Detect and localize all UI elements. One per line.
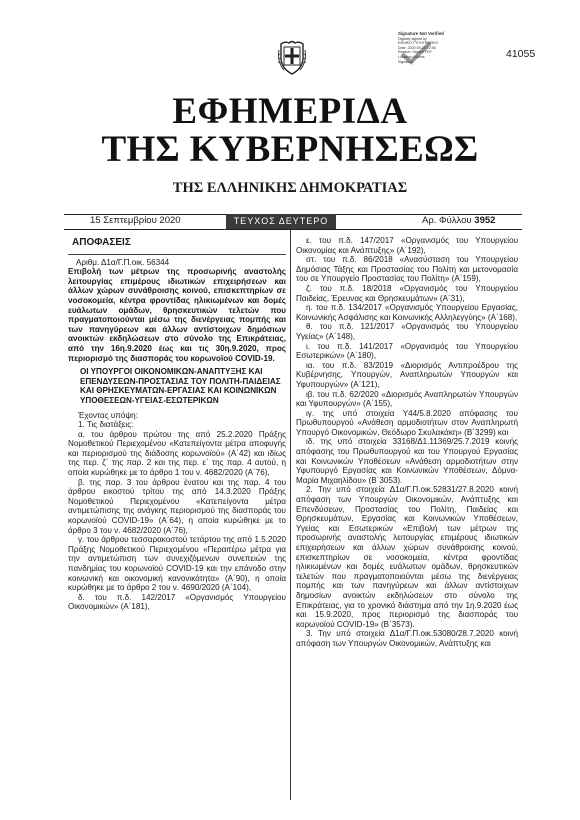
paragraph: ιγ. της υπό στοιχεία Υ44/5.8.2020 απόφασης του Πρωθυπουργού «Ανάθεση αρμοδιοτήτων στον Αναπληρωτή Υπουργό Οικονομικών, Θεόδωρο Σκυλακάκη» (Β΄3299) και (296, 408, 518, 437)
issue-badge: ΤΕΥΧΟΣ ΔΕΥΤΕΡΟ (226, 214, 336, 229)
right-column (296, 236, 518, 649)
column-divider (290, 230, 291, 800)
issue-date: 15 Σεπτεμβρίου 2020 (90, 215, 181, 226)
paragraph: β. της παρ. 3 του άρθρου ένατου και της παρ. 4 του άρθρου εικοστού τρίτου της από 14.3.2020 Πράξης Νομοθετικού Περιεχομένου «Κατεπείγοντα μέτρα αντιμετώπισης της ανάγκης περιορισμού της διασποράς του κορωνοϊού COVID-19» (Α΄64), η οποία κυρώθηκε με το άρθρο 3 του ν. 4682/2020 (Α΄76), (68, 477, 286, 535)
decision-title: Επιβολή των μέτρων της προσωρινής αναστολής λειτουργίας επιμέρους ιδιωτικών επιχειρήσεων και άλλων χώρων συνάθροισης κοινού, επισκεπτηρίων σε νοσοκομεία, κέντρα φροντίδας ηλικιωμένων και δομές ευάλωτων ομάδων, θρησκευτικών τελετών που πραγματοποιούνται μέσω της διενέργειας πομπής και των πανηγύρεων και άλλων αντίστοιχων δημόσιων ανοικτών εκδηλώσεων στο σύνολο της Επικράτειας, από την 16η.9.2020 έως και τις 30η.9.2020, προς περιορισμό της διασποράς του κορωνοϊού COVID-19. (68, 267, 286, 363)
signature-line: Signature (398, 59, 414, 64)
signature-line: Date: 2020.09.15 12:56 (398, 45, 436, 50)
paragraph: ιβ. του π.δ. 62/2020 «Διορισμός Αναπληρωτών Υπουργών και Υφυπουργών» (Α΄155), (296, 389, 518, 409)
section-title: ΑΠΟΦΑΣΕΙΣ (72, 237, 131, 248)
signature-title: Signature Not Verified (398, 31, 444, 36)
paragraph: 1. Τις διατάξεις: (78, 420, 134, 430)
paragraph: ζ. του π.δ. 18/2018 «Οργανισμός του Υπουργείου Παιδείας, Έρευνας και Θρησκευμάτων» (Α΄31), (296, 283, 518, 303)
gazette-title-line2: ΤΗΣ ΚΥΒΕΡΝΗΣΕΩΣ (101, 129, 479, 170)
signature-line: Location: Athens (398, 54, 425, 59)
paragraph: 2. Την υπό στοιχεία Δ1α/Γ.Π.οικ.52831/27.8.2020 κοινή απόφαση των Υπουργών Οικονομικών, Ανάπτυξης και Επενδύσεων, Προστασίας του Πολίτη, Παιδείας και Θρησκευμάτων, Εργασίας και Κοινωνικών Υποθέσεων, Υγείας και Εσωτερικών «Επιβολή των μέτρων της προσωρινής αναστολής λειτουργίας επιμέρους ιδιωτικών επιχειρήσεων και άλλων χώρων συνάθροισης κοινού, επισκεπτηρίων σε νοσοκομεία, κέντρα φροντίδας ηλικιωμένων και δομές ευάλωτων ομάδων, θρησκευτικών τελετών που πραγματοποιούνται μέσω της διενέργειας πομπής και των πανηγύρεων και άλλων αντίστοιχων δημοσίων ανοικτών εκδηλώσεων στο σύνολο της Επικράτειας, για το χρονικό διάστημα από την 1η.9.2020 έως και 15.9.2020, προς περιορισμό της διασποράς του κορωνοϊού COVID-19» (Β΄3573). (296, 485, 518, 629)
signature-line: ΕΘΝΙΚΟ ΤΥΠΟΓΡΑΦΕΙΟ (398, 41, 439, 46)
issuing-authority: ΟΙ ΥΠΟΥΡΓΟΙ ΟΙΚΟΝΟΜΙΚΩΝ-ΑΝΑΠΤΥΞΗΣ ΚΑΙ ΕΠΕΝΔΥΣΕΩΝ-ΠΡΟΣΤΑΣΙΑΣ ΤΟΥ ΠΟΛΙΤΗ-ΠΑΙΔΕΙΑΣ ΚΑΙ ΘΡΗΣΚΕΥΜΑΤΩΝ-ΕΡΓΑΣΙΑΣ ΚΑΙ ΚΟΙΝΩΝΙΚΩΝ ΥΠΟΘΕΣΕΩΝ-ΥΓΕΙΑΣ-ΕΣΩΤΕΡΙΚΩΝ (80, 367, 281, 405)
paragraph: δ. του π.δ. 142/2017 «Οργανισμός Υπουργείου Οικονομικών» (Α΄181), (68, 592, 286, 612)
paragraph: γ. του άρθρου τεσσαρακοστού τετάρτου της από 1.5.2020 Πράξης Νομοθετικού Περιεχομένου «Περαιτέρω μέτρα για την αντιμετώπιση των συνεχιζόμενων συνεπειών της πανδημίας του κορωνοϊού COVID-19 και την επάνοδο στην κοινωνική και οικονομική κανονικότητα» (Α΄90), η οποία κυρώθηκε με το άρθρο 2 του ν. 4690/2020 (Α΄104), (68, 535, 286, 593)
paragraph: α. του άρθρου πρώτου της από 25.2.2020 Πράξης Νομοθετικού Περιεχομένου «Κατεπείγοντα μέτρα αποφυγής και περιορισμού της διάδοσης κορωνοϊού» (Α΄42) και ιδίως της περ. ζ΄ της παρ. 2 και της περ. ε΄ της παρ. 4 αυτού, η οποία κυρώθηκε με το άρθρο 1 του ν. 4682/2020 (Α΄76), (68, 429, 286, 478)
page-number: 41055 (506, 48, 536, 60)
paragraph: η. του π.δ. 134/2017 «Οργανισμός Υπουργείου Εργασίας, Κοινωνικής Ασφάλισης και Κοινωνικής Αλληλεγγύης» (Α΄168), (296, 303, 518, 322)
paragraph: 3. Την υπό στοιχεία Δ1α/Γ.Π.οικ.53080/28.7.2020 κοινή απόφαση των Υπουργών Οικονομικών, Ανάπτυξης και (296, 629, 518, 648)
signature-line: Reason: Signed PDF (398, 50, 432, 55)
paragraph: στ. του π.δ. 86/2018 «Ανασύσταση του Υπουργείου Δημόσιας Τάξης και Προστασίας του Πολίτη και μετονομασία του σε Υπουργείο Προστασίας του Πολίτη» (Α΄159), (296, 255, 518, 284)
sheet-value: 3952 (474, 215, 496, 226)
paragraph: θ. του π.δ. 121/2017 «Οργανισμός του Υπουργείου Υγείας» (Α΄148), (296, 322, 518, 341)
paragraph: ε. του π.δ. 147/2017 «Οργανισμός του Υπουργείου Οικονομίας και Ανάπτυξης» (Α΄192), (296, 236, 518, 255)
paragraph: ιδ. της υπό στοιχεία 33168/Δ1.11369/25.7.2019 κοινής απόφασης του Πρωθυπουργού και του Υπουργού Εργασίας και Κοινωνικών Υποθέσεων «Ανάθεση αρμοδιοτήτων στην Υφυπουργό Εργασίας και Κοινωνικών Υποθέσεων, Δόμνα-Μαρία Μιχαηλίδου» (Β΄3053). (296, 437, 518, 485)
gazette-title-line1: ΕΦΗΜΕΡΙΔΑ (172, 91, 408, 132)
paragraph: ι. του π.δ. 141/2017 «Οργανισμός του Υπουργείου Εσωτερικών» (Α΄180), (296, 341, 518, 361)
sheet-label: Αρ. Φύλλου (422, 215, 472, 226)
paragraph: ια. του π.δ. 83/2019 «Διορισμός Αντιπροέδρου της Κυβέρνησης, Υπουργών, Αναπληρωτών Υπουργών και Υφυπουργών» (Α΄121), (296, 360, 518, 389)
digital-signature-stamp (398, 32, 480, 64)
paragraph: Έχοντας υπόψη: (78, 410, 138, 420)
greek-coat-of-arms-icon (276, 40, 308, 76)
section-rule (68, 254, 286, 255)
decision-number: Αριθμ. Δ1α/Γ.Π.οικ. 56344 (76, 257, 170, 267)
signature-line: Digitally signed by (398, 36, 427, 41)
header-rule-bottom (64, 229, 522, 230)
gazette-subtitle: ΤΗΣ ΕΛΛΗΝΙΚΗΣ ΔΗΜΟΚΡΑΤΙΑΣ (172, 180, 408, 196)
left-column (68, 236, 286, 612)
sheet-number (422, 215, 495, 226)
